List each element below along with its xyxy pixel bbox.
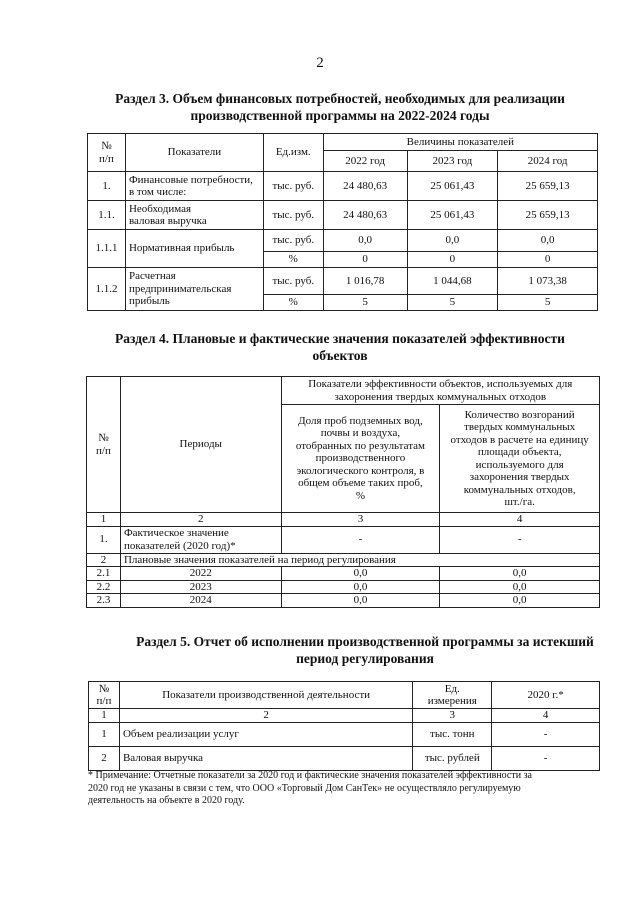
table-row: 2 Плановые значения показателей на период регулирования: [87, 553, 600, 567]
header-unit: Ед.изм.: [263, 134, 323, 172]
section4-table: [86, 376, 600, 608]
section3-title: [90, 90, 590, 124]
section4-title-line1: Раздел 4. Плановые и фактические значения показателей эффективности: [115, 331, 565, 346]
header-unit: Ед. измерения: [413, 682, 492, 709]
section4-title-line2: объектов: [312, 348, 368, 363]
table-row: % 0 0 0: [88, 252, 598, 268]
header-efficiency-group: Показатели эффективности объектов, используемых для захоронения твердых коммунальных отходов: [281, 377, 599, 405]
section4-title: [90, 330, 590, 364]
header-indicators: Показатели производственной деятельности: [119, 682, 412, 709]
header-num: № п/п: [89, 682, 120, 709]
header-year-2023: 2023 год: [407, 151, 498, 172]
header-indicators: Показатели: [125, 134, 263, 172]
footnote: * Примечание: Отчетные показатели за 2020 год и фактические значения показателей эффективности за 2020 год не указаны в связи с тем, что ООО «Торговый Дом СанТек» не осуществляло регулируемую деятельность на объекте в 2020 году.: [88, 770, 532, 806]
header-values: Величины показателей: [323, 134, 597, 151]
header-year-2022: 2022 год: [323, 151, 407, 172]
header-samples-share: Доля проб подземных вод, почвы и воздуха, отобранных по результатам производственного экологического контроля, в общем объеме таких проб, %: [281, 405, 440, 513]
table-row: 1. Фактическое значение показателей (2020 год)* - -: [87, 526, 600, 553]
table-row: 1. Финансовые потребности, в том числе: тыс. руб. 24 480,63 25 061,43 25 659,13: [88, 172, 598, 201]
section5-title: [115, 633, 615, 667]
column-numbers-row: 1 2 3 4: [89, 709, 600, 723]
section3-table: [87, 133, 598, 311]
section5-table: [88, 681, 600, 771]
table-row: 1.1.2 Расчетная предпринимательская прибыль тыс. руб. 1 016,78 1 044,68 1 073,38: [88, 268, 598, 295]
page-number: 2: [316, 55, 324, 71]
table-row: 2.1 2022 0,0 0,0: [87, 567, 600, 581]
header-num: № п/п: [87, 377, 121, 513]
table-row: 2.2 2023 0,0 0,0: [87, 580, 600, 594]
section3-title-line1: Раздел 3. Объем финансовых потребностей, необходимых для реализации: [115, 91, 565, 106]
table-row: 1.1.1 Нормативная прибыль тыс. руб. 0,0 0,0 0,0: [88, 230, 598, 252]
table-row: 1.1. Необходимая валовая выручка тыс. руб. 24 480,63 25 061,43 25 659,13: [88, 201, 598, 230]
section5-title-line1: Раздел 5. Отчет об исполнении производственной программы за истекший: [136, 634, 594, 649]
section5-title-line2: период регулирования: [296, 651, 434, 666]
table-row: 1 Объем реализации услуг тыс. тонн -: [89, 722, 600, 746]
header-periods: Периоды: [120, 377, 281, 513]
section3-title-line2: производственной программы на 2022-2024 годы: [190, 108, 490, 123]
header-year: 2020 г.*: [492, 682, 600, 709]
header-num: № п/п: [88, 134, 126, 172]
header-fires-count: Количество возгораний твердых коммунальных отходов в расчете на единицу площади объекта, используемого для захоронения твердых коммунальных отходов, шт./га.: [440, 405, 600, 513]
table-row: 2 Валовая выручка тыс. рублей -: [89, 746, 600, 770]
header-year-2024: 2024 год: [498, 151, 598, 172]
table-row: 2.3 2024 0,0 0,0: [87, 594, 600, 608]
table-row: % 5 5 5: [88, 295, 598, 311]
column-numbers-row: 1 2 3 4: [87, 513, 600, 527]
